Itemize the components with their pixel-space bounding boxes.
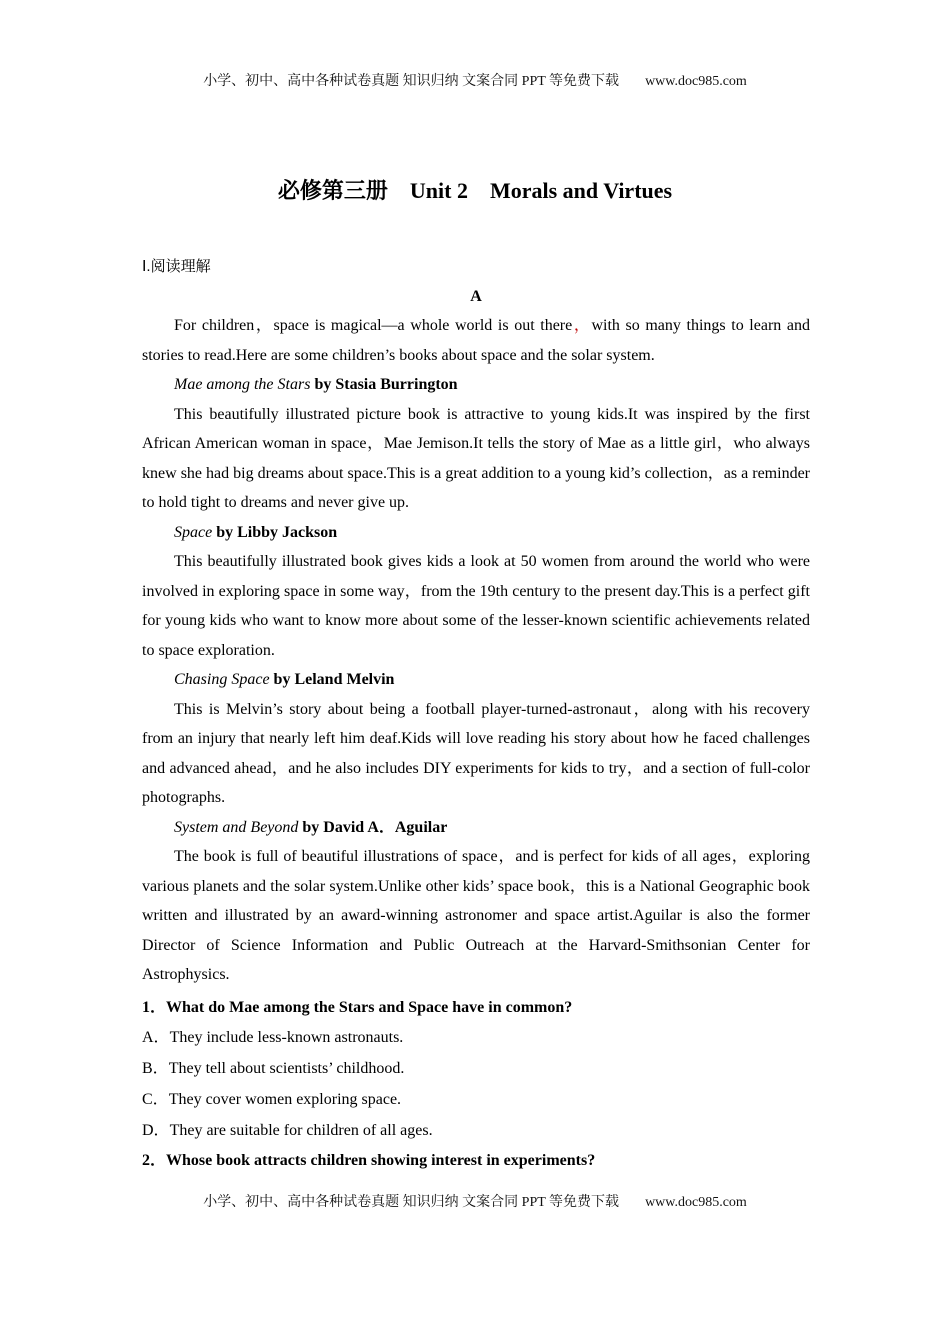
option-text: They cover women exploring space. [168, 1090, 402, 1108]
option-text: They are suitable for children of all ages. [169, 1121, 433, 1139]
book-title: Mae among the Stars [174, 376, 311, 393]
book-description: This beautifully illustrated book gives kids a look at 50 women from around the world who were involved in exploring space in some way，from the 19th century to the present day.This is a perfect gift for young kids who want to know more about some of the lesser-known scientific achievements related to space exploration. [142, 553, 810, 659]
book-author: by Leland Melvin [273, 671, 395, 688]
option-label: D． [142, 1121, 170, 1139]
question-number: 1． [142, 998, 167, 1016]
intro-text-post: with so many things to learn and stories to read.Here are some children’s books about space and the solar system. [142, 317, 810, 364]
question-1-option-c [142, 1085, 810, 1116]
book-heading [142, 813, 810, 843]
header-promo-text: 小学、初中、高中各种试卷真题 知识归纳 文案合同 PPT 等免费下载 [203, 74, 620, 89]
book-description: This is Melvin’s story about being a football player-turned-astronaut，along with his recovery from an injury that nearly left him deaf.Kids will love reading his story about how he faced challenges and advanced ahead，and he also includes DIY experiments for kids to try，and a section of full-color photographs. [142, 700, 810, 806]
question-text: What do Mae among the Stars and Space have in common? [166, 998, 573, 1016]
question-2 [142, 1146, 810, 1177]
intro-text-pre: For children，space is magical—a whole world is out there [174, 317, 573, 334]
book-heading [142, 518, 810, 548]
header-site-url: www.doc985.com [645, 74, 747, 89]
question-1-option-b [142, 1054, 810, 1085]
option-text: They tell about scientists’ childhood. [168, 1060, 405, 1078]
page-header [0, 70, 950, 90]
intro-red-comma: ， [572, 317, 592, 334]
book-title: System and Beyond [174, 818, 299, 836]
question-text: Whose book attracts children showing interest in experiments? [166, 1152, 596, 1170]
book-title: Chasing Space [174, 671, 270, 688]
questions-block [142, 993, 810, 1178]
passage-intro [142, 311, 810, 370]
page-footer [0, 1191, 950, 1211]
option-text: They include less-known astronauts. [169, 1029, 404, 1047]
book-author: by Libby Jackson [216, 523, 338, 541]
option-label: A． [142, 1029, 170, 1047]
option-label: B． [142, 1060, 169, 1078]
footer-promo-text: 小学、初中、高中各种试卷真题 知识归纳 文案合同 PPT 等免费下载 [203, 1195, 620, 1210]
book-heading [142, 370, 810, 400]
book-author: by David A．Aguilar [302, 818, 448, 836]
question-1-option-a [142, 1023, 810, 1054]
question-1-option-d [142, 1116, 810, 1147]
book-title: Space [174, 523, 213, 541]
option-label: C． [142, 1090, 169, 1108]
question-1 [142, 993, 810, 1024]
page-title: 必修第三册 Unit 2 Morals and Virtues [277, 178, 673, 203]
question-number: 2． [142, 1152, 167, 1170]
passage-label: A [470, 287, 482, 305]
footer-site-url: www.doc985.com [645, 1195, 747, 1210]
book-description: The book is full of beautiful illustrations of space，and is perfect for kids of all ages，exploring various planets and the solar system.Unlike other kids’ space book，this is a National Geographic book written and illustrated by an award-winning astronomer and space artist.Aguilar is also the former Director of Science Information and Public Outreach at the Harvard-Smithsonian Center for Astrophysics. [142, 848, 811, 983]
book-description: This beautifully illustrated picture book is attractive to young kids.It was inspired by the first African American woman in space，Mae Jemison.It tells the story of Mae as a little girl，who always knew she had big dreams about space.This is a great addition to a young kid’s collection，as a reminder to hold tight to dreams and never give up. [142, 405, 810, 511]
section-heading: Ⅰ.阅读理解 [142, 258, 211, 275]
book-author: by Stasia Burrington [314, 376, 458, 393]
content-column [142, 252, 810, 1177]
book-heading [142, 665, 810, 695]
